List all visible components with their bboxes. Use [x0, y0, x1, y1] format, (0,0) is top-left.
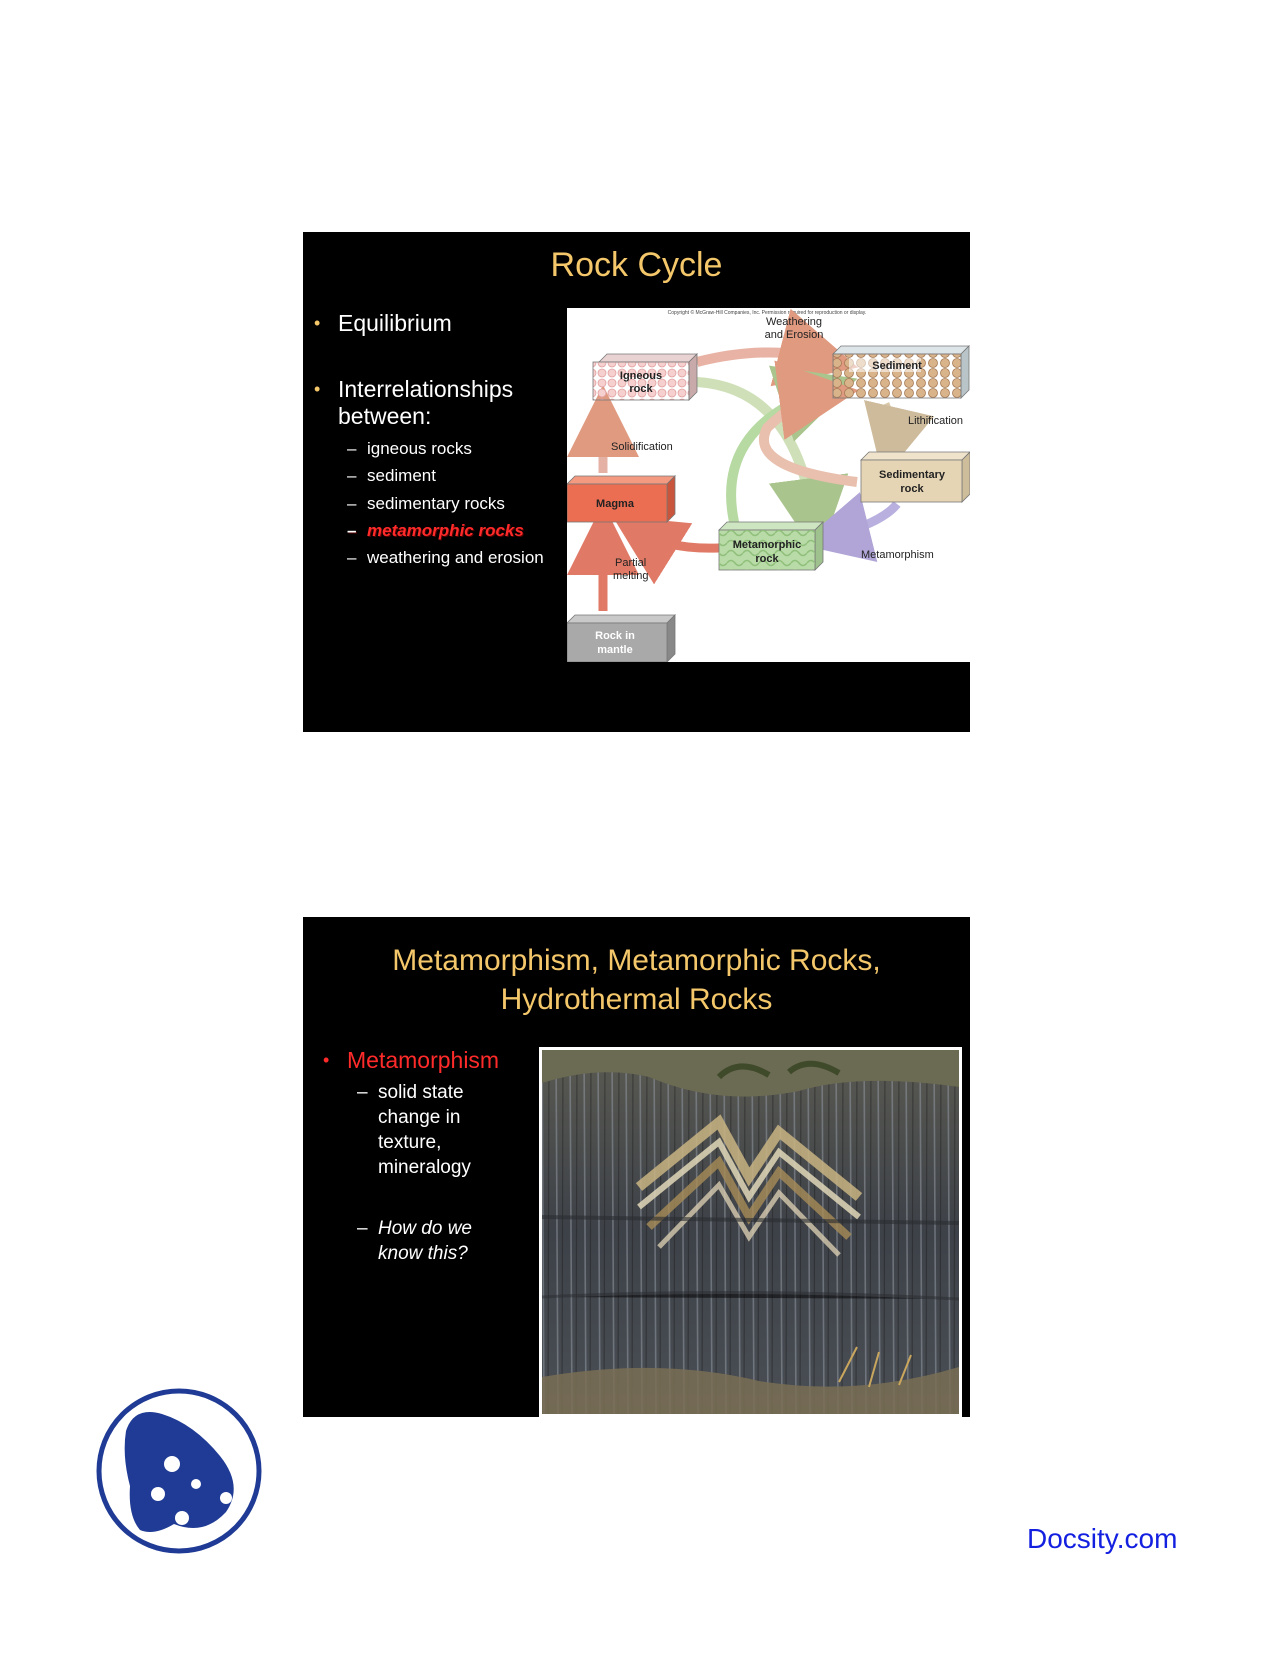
node-metamorphic-rock	[719, 522, 823, 570]
node-sediment	[833, 346, 969, 398]
subitem-solid-state: – solid state change in texture, mineralogy	[357, 1082, 471, 1178]
subitem-weathering: – weathering and erosion	[347, 548, 544, 567]
bullet-dot-icon: •	[314, 313, 321, 333]
subitem-metamorphic: – metamorphic rocks	[347, 521, 524, 540]
node-rock-in-mantle	[567, 615, 675, 662]
svg-text:Metamorphic: Metamorphic	[732, 539, 802, 551]
slide-metamorphism	[303, 917, 970, 1417]
subitem-sediment: – sediment	[347, 466, 436, 485]
svg-text:Rock in: Rock in	[595, 630, 635, 642]
label-weathering: Weathering	[765, 316, 823, 328]
svg-text:rock: rock	[755, 553, 779, 565]
bullet-dot-icon: •	[323, 1050, 330, 1070]
label-lithification: Lithification	[908, 415, 964, 427]
subitem-sedimentary: – sedimentary rocks	[347, 494, 505, 513]
svg-text:rock: rock	[900, 483, 924, 495]
subitem-how-do-we-know: – How do we know this?	[357, 1218, 472, 1264]
slide-title: Metamorphism, Metamorphic Rocks, Hydrothermal Rocks	[392, 944, 881, 1016]
bullet-metamorphism: • Metamorphism	[323, 1047, 500, 1073]
subitem-igneous: – igneous rocks	[347, 439, 472, 458]
label-metamorphism: Metamorphism	[861, 549, 934, 561]
node-sedimentary-rock	[861, 452, 970, 502]
svg-text:Sediment: Sediment	[872, 360, 922, 372]
bullet-dot-icon: •	[314, 379, 321, 399]
arrow-lithification	[885, 404, 891, 452]
arrow-metamorphic-to-magma	[635, 530, 719, 548]
label-erosion: and Erosion	[764, 329, 824, 341]
svg-text:rock: rock	[629, 383, 653, 395]
docsity-brand-link[interactable]: Docsity.com	[1027, 1523, 1178, 1554]
slide-rock-cycle	[303, 232, 970, 732]
svg-text:Sedimentary: Sedimentary	[878, 469, 946, 481]
bullet-interrelationships: • Interrelationships between:	[314, 376, 514, 429]
docsity-logo-icon	[94, 1386, 264, 1556]
label-solidification: Solidification	[611, 441, 673, 453]
arrow-igneous-to-sediment	[697, 352, 829, 362]
node-magma	[567, 476, 675, 522]
rock-cycle-diagram	[567, 308, 970, 662]
arrow-metamorphism	[825, 504, 897, 538]
slide-title: Rock Cycle	[550, 246, 723, 284]
label-melting: melting	[613, 570, 649, 582]
svg-text:mantle: mantle	[597, 644, 633, 656]
bullet-equilibrium: • Equilibrium	[314, 310, 452, 336]
svg-text:Igneous: Igneous	[619, 370, 663, 382]
svg-text:Magma: Magma	[596, 498, 634, 510]
node-igneous-rock	[593, 354, 697, 400]
folded-rock-photo	[539, 1047, 962, 1417]
label-partial: Partial	[615, 557, 647, 569]
copyright-text: Copyright © McGraw-Hill Companies, Inc. Permission required for reproduction or display.	[667, 310, 867, 316]
